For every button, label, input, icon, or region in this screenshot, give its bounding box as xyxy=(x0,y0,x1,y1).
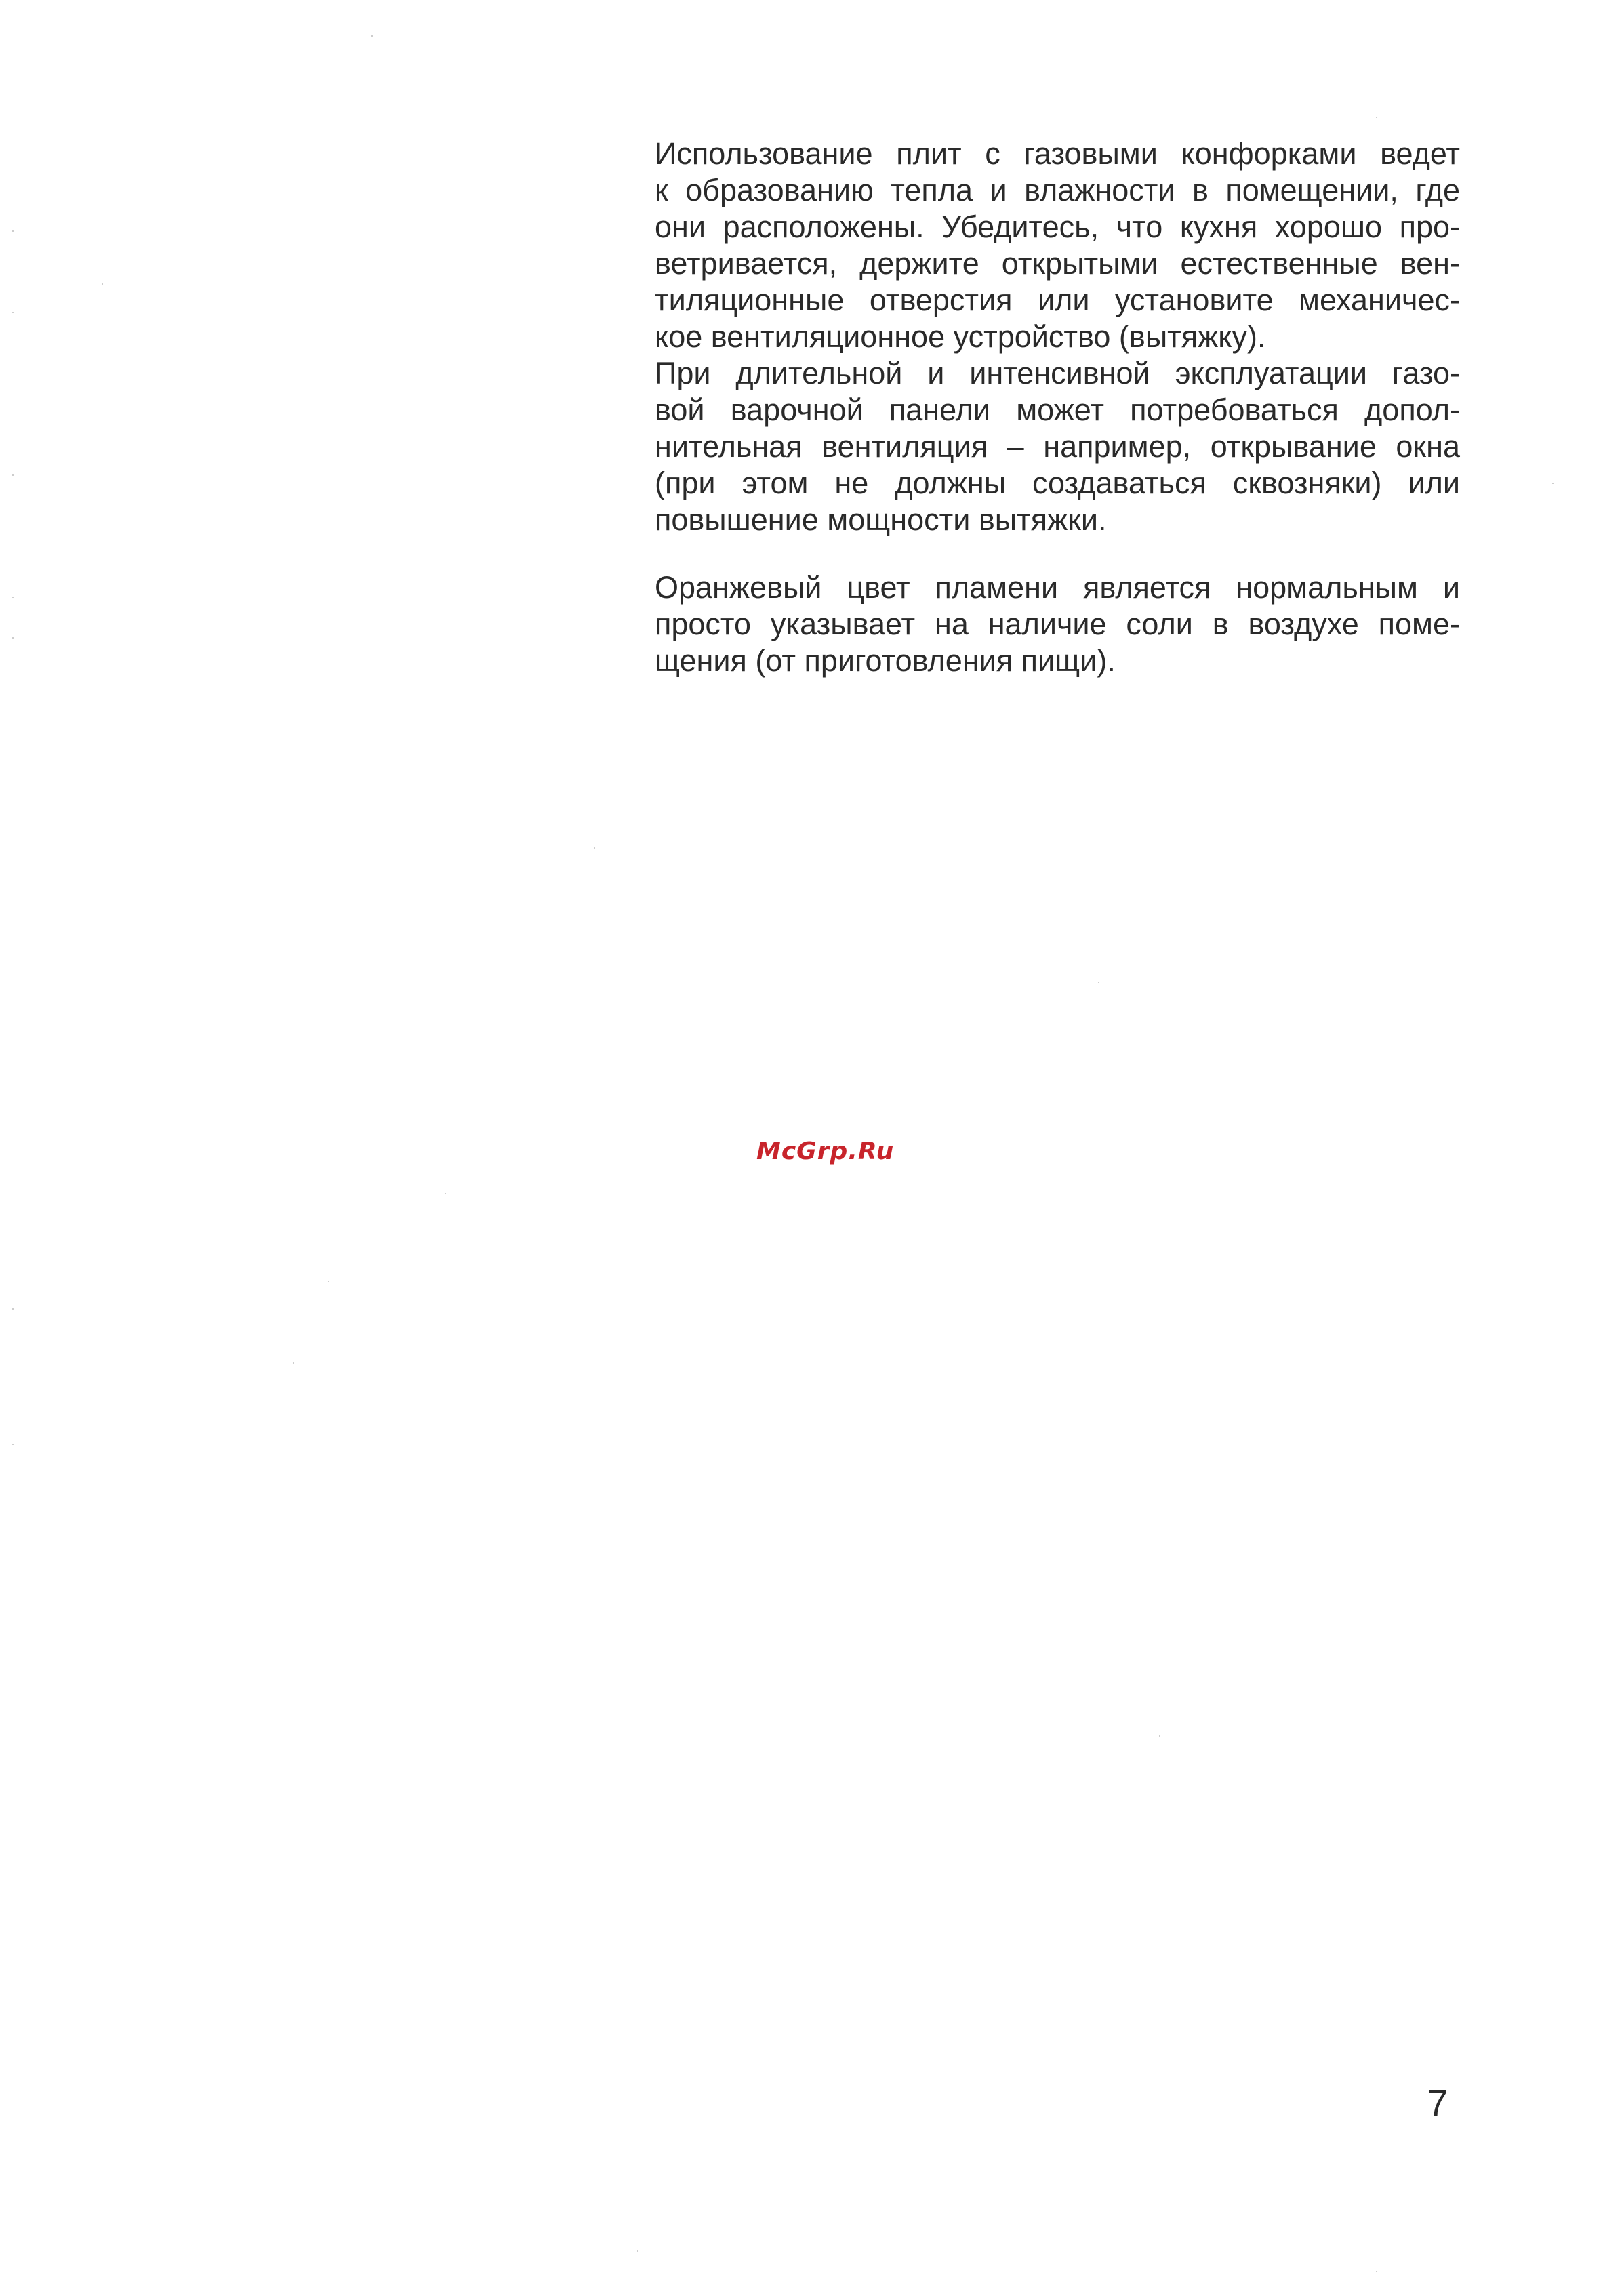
scan-speck xyxy=(12,1308,14,1310)
text-line: к образованию тепла и влажности в помещении, где xyxy=(655,173,1460,207)
scan-speck xyxy=(12,474,14,476)
scan-speck xyxy=(12,1444,14,1445)
scan-speck xyxy=(445,1193,446,1194)
paragraph-additional-ventilation xyxy=(655,355,1460,538)
text-line: щения (от приготовления пищи). xyxy=(655,643,1116,678)
text-line: повышение мощности вытяжки. xyxy=(655,502,1107,537)
scan-speck xyxy=(12,597,14,598)
text-line: (при этом не должны создаваться сквозняки) или xyxy=(655,466,1460,500)
text-line: При длительной и интенсивной эксплуатации газо- xyxy=(655,356,1460,390)
text-line: тиляционные отверстия или установите механичес- xyxy=(655,283,1460,317)
scan-speck xyxy=(371,35,373,37)
text-line: Использование плит с газовыми конфорками ведет xyxy=(655,136,1460,171)
scan-speck xyxy=(1552,483,1554,484)
scan-speck xyxy=(102,283,103,285)
scan-speck xyxy=(293,1362,294,1364)
paragraph-ventilation xyxy=(655,136,1460,355)
scan-speck xyxy=(1376,117,1377,118)
scan-speck xyxy=(637,2250,638,2252)
text-line: кое вентиляционное устройство (вытяжку). xyxy=(655,319,1266,354)
scan-speck xyxy=(1376,2271,1377,2272)
text-line: нительная вентиляция – например, открывание окна xyxy=(655,429,1460,464)
text-line: Оранжевый цвет пламени является нормальным и xyxy=(655,570,1460,605)
page-number: 7 xyxy=(1427,2083,1448,2124)
watermark-text: McGrp.Ru xyxy=(756,1137,895,1165)
paragraph-flame-color xyxy=(655,569,1460,679)
text-line: они расположены. Убедитесь, что кухня хорошо про- xyxy=(655,209,1460,244)
scan-speck xyxy=(12,230,14,232)
scan-speck xyxy=(12,637,14,639)
text-line: просто указывает на наличие соли в воздухе поме- xyxy=(655,607,1460,641)
scan-speck xyxy=(1159,1735,1160,1737)
scan-speck xyxy=(12,312,14,313)
document-body xyxy=(655,136,1460,679)
text-line: ветривается, держите открытыми естественные вен- xyxy=(655,246,1460,281)
text-line: вой варочной панели может потребоваться допол- xyxy=(655,392,1460,427)
scan-speck xyxy=(594,847,595,849)
scan-speck xyxy=(1098,982,1099,983)
scan-speck xyxy=(328,1281,329,1282)
